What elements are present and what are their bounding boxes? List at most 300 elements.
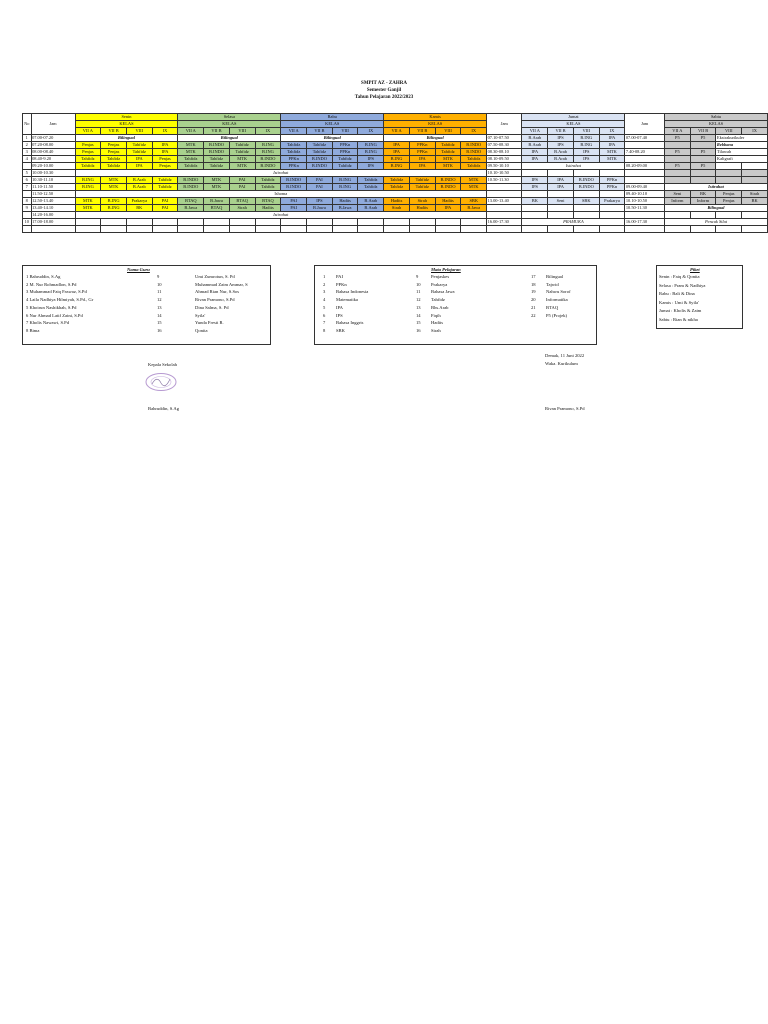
- schedule-cell: MTK: [101, 177, 127, 184]
- time-cell: [625, 177, 665, 184]
- schedule-cell: [307, 226, 333, 233]
- schedule-cell: IPA: [599, 135, 625, 142]
- schedule-cell: [548, 191, 574, 198]
- duty-row: Selasa : Pram & Nadhiya: [659, 282, 706, 288]
- schedule-cell: [664, 226, 690, 233]
- time-cell: 08.00-08.40: [31, 149, 75, 156]
- school-name: SMPIT AZ - ZAHRA: [361, 81, 407, 86]
- time-cell: [487, 191, 522, 198]
- schedule-cell: BTAQ: [255, 198, 281, 205]
- schedule-cell: Hadits: [255, 205, 281, 212]
- schedule-cell: [255, 219, 281, 226]
- schedule-cell: MTK: [101, 184, 127, 191]
- subject-name: Bahasa Jawa: [431, 289, 455, 295]
- schedule-cell: Seni: [548, 198, 574, 205]
- schedule-cell: IPS: [307, 198, 333, 205]
- schedule-cell: [23, 226, 32, 233]
- schedule-cell: [522, 191, 548, 198]
- schedule-cell: BTAQ: [178, 198, 204, 205]
- time-cell: 7.40-08.20: [625, 149, 665, 156]
- schedule-cell: B.INDO: [178, 177, 204, 184]
- schedule-row: [23, 135, 768, 142]
- schedule-cell: B.Jawa: [178, 205, 204, 212]
- schedule-cell: Tahfidz: [281, 149, 307, 156]
- schedule-cell: SBK: [461, 198, 487, 205]
- schedule-cell: Inform: [664, 198, 690, 205]
- row-number: 7: [23, 184, 32, 191]
- schedule-cell: Tahfidz: [75, 156, 101, 163]
- subject-name: PAI: [336, 274, 343, 279]
- kelas-header: KELAS: [664, 121, 767, 128]
- schedule-cell: IPS: [358, 163, 384, 170]
- signature-left-name: Bahruddin, S.Ag: [148, 406, 180, 411]
- schedule-cell: [716, 226, 742, 233]
- subject-name: Nahwu Sorof: [546, 289, 571, 295]
- schedule-cell: [573, 212, 599, 219]
- schedule-cell: B.Arab: [522, 142, 548, 149]
- schedule-cell: [690, 156, 716, 163]
- class-header: VII B: [409, 128, 435, 135]
- day-header: Jumat: [522, 114, 625, 121]
- class-header: VII A: [664, 128, 690, 135]
- schedule-cell: B.ING: [358, 149, 384, 156]
- schedule-cell: [229, 219, 255, 226]
- teacher-number: 10: [157, 281, 162, 287]
- time-cell: 10.10-10.50: [625, 198, 665, 205]
- teacher-name: Dina Salma, S. Pd: [195, 304, 229, 310]
- break-cell: Istirahat: [522, 163, 625, 170]
- schedule-cell: Tahfidz: [178, 156, 204, 163]
- schedule-cell: P5: [664, 163, 690, 170]
- subject-number: 18: [531, 281, 536, 287]
- schedule-cell: B.INDO: [461, 142, 487, 149]
- time-cell: 16.00-17.30: [625, 219, 665, 226]
- time-cell: 16.00-17.30: [487, 219, 522, 226]
- time-cell: 08.40-9.20: [31, 156, 75, 163]
- teacher-list-title: Nama Guru: [127, 267, 150, 272]
- schedule-cell: B.INDO: [204, 142, 230, 149]
- class-header: IX: [461, 128, 487, 135]
- schedule-cell: IPS: [522, 177, 548, 184]
- schedule-cell: [101, 226, 127, 233]
- schedule-cell: BK: [126, 205, 152, 212]
- subject-number: 20: [531, 297, 536, 303]
- schedule-cell: MTK: [229, 156, 255, 163]
- day-header: Senin: [75, 114, 178, 121]
- time-cell: 08.30-08.10: [487, 149, 522, 156]
- schedule-cell: [487, 226, 522, 233]
- teacher-name: Yunda Fresti R.: [195, 320, 224, 326]
- subject-number: 21: [531, 304, 536, 310]
- schedule-cell: IPS: [573, 149, 599, 156]
- subject-name: Hadits: [431, 320, 443, 326]
- schedule-cell: IPA: [384, 142, 410, 149]
- schedule-cell: BK: [690, 191, 716, 198]
- academic-year: Tahun Pelajaran 2022/2023: [354, 95, 414, 100]
- schedule-cell: B.Arab: [548, 149, 574, 156]
- time-cell: 10.30-11.10: [31, 177, 75, 184]
- kelas-header: KELAS: [384, 121, 487, 128]
- kelas-header: KELAS: [281, 121, 384, 128]
- schedule-cell: MTK: [75, 198, 101, 205]
- subject-number: 15: [416, 320, 421, 326]
- schedule-cell: PPKn: [332, 149, 358, 156]
- schedule-cell: [690, 212, 716, 219]
- duty-row: Sabtu : Rian & nikha: [659, 317, 698, 322]
- row-number: 3: [23, 149, 32, 156]
- schedule-cell: MTK: [435, 163, 461, 170]
- schedule-cell: IPA: [548, 177, 574, 184]
- schedule-cell: [690, 142, 716, 149]
- schedule-cell: [599, 226, 625, 233]
- schedule-cell: B.ING: [573, 135, 599, 142]
- schedule-cell: B.INDO: [435, 184, 461, 191]
- schedule-cell: B.ING: [358, 142, 384, 149]
- time-cell: 13.00-13.40: [487, 198, 522, 205]
- teacher-number: 16: [157, 327, 162, 333]
- schedule-cell: B.INDO: [255, 163, 281, 170]
- schedule-row: [23, 114, 768, 121]
- schedule-cell: PAI: [152, 205, 178, 212]
- schedule-cell: [75, 219, 101, 226]
- schedule-cell: PAI: [229, 177, 255, 184]
- subject-number: 7: [323, 320, 326, 326]
- row-number: 5: [23, 170, 32, 177]
- day-header: Selasa: [178, 114, 281, 121]
- schedule-cell: [204, 226, 230, 233]
- schedule-cell: [573, 226, 599, 233]
- schedule-cell: [358, 226, 384, 233]
- time-cell: [625, 212, 665, 219]
- class-header: VII A: [522, 128, 548, 135]
- time-cell: 13.40-14.10: [31, 205, 75, 212]
- schedule-cell: [281, 226, 307, 233]
- schedule-cell: IPA: [152, 149, 178, 156]
- schedule-cell: P5: [664, 149, 690, 156]
- schedule-cell: B.INDO: [307, 163, 333, 170]
- schedule-cell: [664, 170, 690, 177]
- schedule-cell: [716, 163, 742, 170]
- class-header: VII B: [548, 128, 574, 135]
- kelas-header: KELAS: [75, 121, 178, 128]
- subject-number: 1: [323, 274, 326, 279]
- teacher-number: 11: [157, 289, 162, 295]
- subject-name: PPKn: [336, 281, 347, 287]
- schedule-cell: [281, 219, 307, 226]
- time-cell: 12.50-13.40: [31, 198, 75, 205]
- schedule-cell: Tahfidz: [281, 142, 307, 149]
- time-cell: 11.50-12.50: [31, 191, 75, 198]
- schedule-cell: P5: [690, 149, 716, 156]
- subject-name: SBK: [336, 327, 345, 333]
- schedule-cell: Sirah: [409, 198, 435, 205]
- subject-name: Bahasa Indonesia: [336, 289, 369, 295]
- schedule-cell: [573, 170, 599, 177]
- schedule-cell: IPA: [599, 142, 625, 149]
- schedule-cell: B.Jawa: [307, 205, 333, 212]
- schedule-cell: Tahfidz: [152, 177, 178, 184]
- schedule-row: [23, 142, 768, 149]
- teacher-name: 2 M. Nur Rohmadlon, S.Pd: [26, 281, 77, 287]
- schedule-row: [23, 219, 768, 226]
- row-number: 6: [23, 177, 32, 184]
- schedule-cell: Hadits: [332, 198, 358, 205]
- teacher-number: 13: [157, 304, 162, 310]
- schedule-cell: B.ING: [384, 163, 410, 170]
- schedule-cell: [573, 191, 599, 198]
- schedule-cell: PPKn: [599, 184, 625, 191]
- subject-name: Tahfidz: [431, 297, 445, 303]
- schedule-cell: MTK: [204, 184, 230, 191]
- schedule-cell: [742, 170, 768, 177]
- time-cell: 10.10-10.50: [487, 170, 522, 177]
- bilingual-cell: Bilingual: [75, 135, 178, 142]
- schedule-cell: MTK: [461, 177, 487, 184]
- schedule-cell: [742, 212, 768, 219]
- class-header: VII B: [690, 128, 716, 135]
- schedule-cell: [599, 170, 625, 177]
- schedule-cell: Tahfidz: [229, 142, 255, 149]
- schedule-cell: [599, 191, 625, 198]
- time-cell: 10.50-11.30: [625, 205, 665, 212]
- schedule-cell: BTAQ: [204, 205, 230, 212]
- schedule-cell: IPA: [409, 163, 435, 170]
- schedule-cell: Tahfidz: [358, 184, 384, 191]
- schedule-cell: [716, 177, 742, 184]
- schedule-cell: Tahfidz: [409, 177, 435, 184]
- teacher-name: Muhammad Zaim Ammar, S: [195, 281, 248, 287]
- schedule-cell: [625, 226, 665, 233]
- schedule-cell: [664, 212, 690, 219]
- schedule-cell: IPS: [548, 135, 574, 142]
- schedule-cell: Tahfidz: [384, 177, 410, 184]
- schedule-cell: B.INDO: [573, 184, 599, 191]
- class-header: VIII: [573, 128, 599, 135]
- schedule-cell: B.ING: [255, 149, 281, 156]
- schedule-cell: Tahfidz: [435, 149, 461, 156]
- subject-name: Bahasa Inggris: [336, 320, 364, 326]
- schedule-cell: Penjas: [152, 163, 178, 170]
- time-cell: 07.10-07.50: [487, 135, 522, 142]
- schedule-cell: PAI: [307, 177, 333, 184]
- schedule-cell: Tahfidz: [126, 142, 152, 149]
- row-number: [23, 163, 32, 170]
- subject-number: 8: [323, 327, 326, 333]
- schedule-cell: Tahfidz: [75, 163, 101, 170]
- schedule-cell: [599, 212, 625, 219]
- schedule-cell: [126, 219, 152, 226]
- subject-name: Bilingual: [546, 274, 564, 279]
- subject-number: 4: [323, 297, 326, 303]
- row-number: [23, 191, 32, 198]
- schedule-cell: IPA: [522, 156, 548, 163]
- schedule-cell: B.ING: [573, 142, 599, 149]
- day-header: Rabu: [281, 114, 384, 121]
- schedule-cell: B.Arab: [126, 184, 152, 191]
- time-cell: [487, 205, 522, 212]
- schedule-cell: [522, 212, 548, 219]
- class-header: VII A: [178, 128, 204, 135]
- subject-list: [314, 265, 597, 345]
- schedule-cell: [409, 219, 435, 226]
- bilingual-cell: Bilingual: [178, 135, 281, 142]
- class-header: IX: [599, 128, 625, 135]
- schedule-cell: Tahfidz: [255, 177, 281, 184]
- schedule-cell: [522, 170, 548, 177]
- schedule-cell: B.Arab: [358, 205, 384, 212]
- class-header: IX: [742, 128, 768, 135]
- schedule-cell: [461, 226, 487, 233]
- teacher-name: 7 Kholis Nawawi, S.Pd: [26, 320, 70, 326]
- schedule-cell: [332, 219, 358, 226]
- schedule-cell: [548, 226, 574, 233]
- class-header: VII B: [307, 128, 333, 135]
- class-header: VIII: [716, 128, 742, 135]
- pramuka-cell: PRAMUKA: [522, 219, 625, 226]
- schedule-cell: [742, 163, 768, 170]
- row-number: 8: [23, 198, 32, 205]
- schedule-cell: Seni: [664, 191, 690, 198]
- schedule-cell: BK: [522, 198, 548, 205]
- teacher-number: 9: [157, 274, 160, 279]
- schedule-cell: [716, 212, 742, 219]
- schedule-cell: [409, 226, 435, 233]
- schedule-cell: IPA: [152, 142, 178, 149]
- subject-number: 13: [416, 304, 421, 310]
- signature-right-name: Rivan Pramono, S.Pd: [545, 406, 585, 411]
- schedule-cell: Inform: [690, 198, 716, 205]
- schedule-cell: [599, 205, 625, 212]
- schedule-cell: [690, 170, 716, 177]
- time-cell: [625, 156, 665, 163]
- schedule-cell: [307, 219, 333, 226]
- time-cell: 08.20-09.00: [625, 163, 665, 170]
- schedule-cell: Penjas: [101, 149, 127, 156]
- schedule-cell: [664, 156, 690, 163]
- duty-row: Rabu : Bali & Dina: [659, 291, 695, 297]
- schedule-cell: PPKn: [599, 177, 625, 184]
- schedule-cell: Tahfidz: [307, 149, 333, 156]
- schedule-cell: Penjas: [75, 149, 101, 156]
- schedule-cell: [229, 226, 255, 233]
- schedule-cell: [178, 226, 204, 233]
- subject-number: 6: [323, 312, 326, 318]
- schedule-cell: PAI: [152, 198, 178, 205]
- schedule-cell: MTK: [204, 177, 230, 184]
- subject-name: Prakarya: [431, 281, 448, 287]
- schedule-cell: B.INDO: [204, 149, 230, 156]
- signature-right-title: Waka. Kurikulum: [545, 361, 578, 366]
- schedule-cell: IPA: [522, 149, 548, 156]
- duty-row: Kamis : Umi & Syila': [659, 299, 699, 305]
- row-number: 2: [23, 142, 32, 149]
- schedule-cell: SBK: [573, 198, 599, 205]
- subject-number: 2: [323, 281, 326, 287]
- schedule-cell: [742, 226, 768, 233]
- schedule-cell: Tahfidz: [332, 156, 358, 163]
- schedule-cell: BK: [742, 198, 768, 205]
- teacher-name: 8 Bima: [26, 327, 40, 333]
- schedule-cell: P5: [664, 135, 690, 142]
- schedule-cell: PAI: [281, 198, 307, 205]
- schedule-cell: IPA: [384, 149, 410, 156]
- schedule-cell: [548, 212, 574, 219]
- schedule-cell: Hadits: [384, 198, 410, 205]
- teacher-number: 15: [157, 320, 162, 326]
- schedule-cell: Tahfidz: [435, 142, 461, 149]
- schedule-cell: [152, 219, 178, 226]
- schedule-cell: PPKn: [332, 142, 358, 149]
- schedule-cell: [204, 219, 230, 226]
- schedule-cell: B.INDO: [178, 184, 204, 191]
- subject-number: 12: [416, 297, 421, 303]
- signature-left-title: Kepala Sekolah: [148, 362, 177, 367]
- teacher-name: Qonita: [195, 327, 208, 333]
- teacher-name: 5 Khoirun Nashikhah, S.Pd: [26, 304, 77, 310]
- schedule-cell: IPS: [358, 156, 384, 163]
- teacher-name: 4 Laila Nadhiya Hilmiyah, S.Pd., Gr: [26, 297, 94, 303]
- break-cell: Istirahat: [664, 184, 767, 191]
- time-cell: 10.50-11.30: [487, 177, 522, 184]
- time-cell: [625, 170, 665, 177]
- signature-place-date: Demak, 11 Juni 2022: [545, 353, 585, 358]
- schedule-cell: Tahfidz: [126, 149, 152, 156]
- schedule-row: [23, 226, 768, 233]
- schedule-cell: [435, 219, 461, 226]
- schedule-row: [23, 198, 768, 205]
- schedule-cell: IPA: [409, 156, 435, 163]
- break-cell: Istirahat: [75, 170, 487, 177]
- schedule-cell: B.INDO: [573, 177, 599, 184]
- subject-name: Informatika: [546, 297, 568, 303]
- schedule-cell: [255, 226, 281, 233]
- class-header: VII B: [101, 128, 127, 135]
- schedule-cell: [664, 142, 690, 149]
- time-cell: 10.00-10.30: [31, 170, 75, 177]
- col-header-no: No: [23, 114, 32, 135]
- row-number: [23, 212, 32, 219]
- schedule-cell: Tahfidz: [461, 156, 487, 163]
- schedule-row: [23, 177, 768, 184]
- teacher-list: [22, 265, 271, 345]
- schedule-cell: [126, 226, 152, 233]
- schedule-row: [23, 156, 768, 163]
- kelas-header: KELAS: [522, 121, 625, 128]
- ekstra-cell: Tilawah: [716, 149, 768, 156]
- schedule-cell: PAI: [307, 184, 333, 191]
- schedule-cell: [522, 226, 548, 233]
- ekstra-cell: Kaligrafi: [716, 156, 768, 163]
- schedule-cell: PPKn: [281, 163, 307, 170]
- schedule-cell: B.ING: [332, 177, 358, 184]
- subject-number: 19: [531, 289, 536, 295]
- schedule-cell: Tahfidz: [204, 156, 230, 163]
- subject-name: IPS: [336, 312, 343, 318]
- schedule-cell: B.Arab: [126, 177, 152, 184]
- schedule-cell: [332, 226, 358, 233]
- schedule-cell: Prakarya: [599, 198, 625, 205]
- schedule-cell: B.Jawa: [461, 205, 487, 212]
- schedule-cell: [435, 226, 461, 233]
- bilingual-cell: Bilingual: [664, 205, 767, 212]
- subject-name: Tajwid: [546, 281, 559, 287]
- schedule-row: [23, 184, 768, 191]
- schedule-cell: [573, 205, 599, 212]
- class-header: IX: [152, 128, 178, 135]
- schedule-cell: MTK: [178, 149, 204, 156]
- schedule-cell: PAI: [281, 205, 307, 212]
- schedule-cell: MTK: [599, 156, 625, 163]
